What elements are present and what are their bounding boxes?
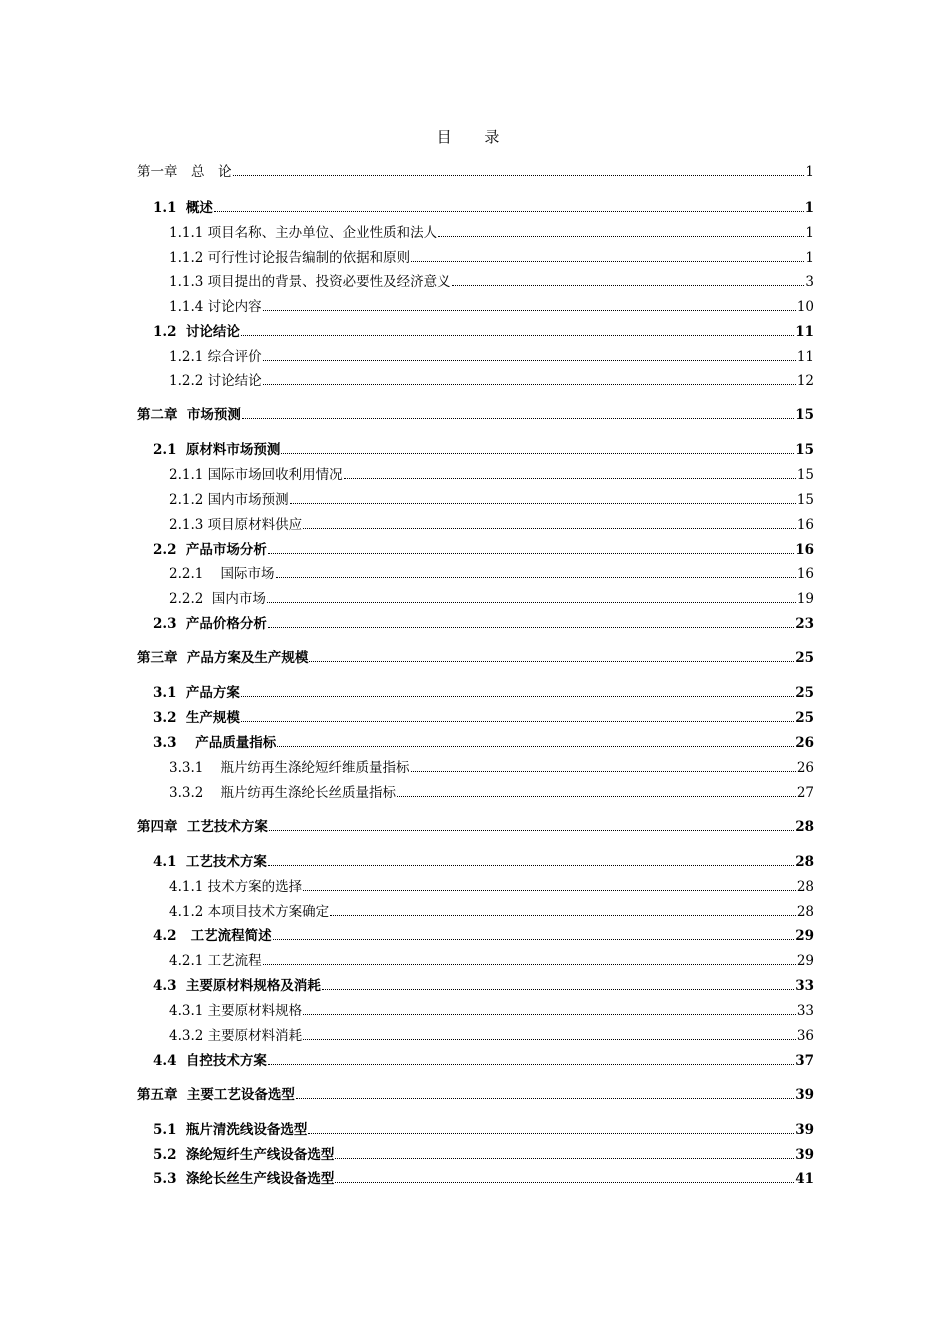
toc-entry-page-number: 15 bbox=[796, 467, 814, 483]
toc-leader-dots bbox=[233, 175, 805, 176]
toc-entry-label: 第五章 主要工艺设备选型 bbox=[137, 1087, 295, 1103]
toc-entry[interactable] bbox=[0, 488, 814, 508]
toc-entry-page-number: 29 bbox=[795, 928, 814, 944]
toc-entry-label: 5.2 涤纶短纤生产线设备选型 bbox=[153, 1147, 335, 1163]
toc-entry[interactable] bbox=[0, 538, 814, 558]
toc-entry-label: 4.3 主要原材料规格及消耗 bbox=[153, 978, 321, 994]
toc-entry[interactable] bbox=[0, 646, 814, 666]
toc-entry[interactable] bbox=[0, 295, 814, 315]
toc-entry-label: 3.3 产品质量指标 bbox=[153, 735, 277, 751]
toc-entry-page-number: 1 bbox=[804, 200, 814, 216]
toc-leader-dots bbox=[309, 661, 794, 662]
toc-entry-label: 3.3.2 瓶片纺再生涤纶长丝质量指标 bbox=[169, 785, 397, 801]
toc-entry[interactable] bbox=[0, 196, 814, 216]
toc-entry-label: 1.1.1 项目名称、主办单位、企业性质和法人 bbox=[169, 225, 438, 241]
toc-entry-page-number: 16 bbox=[796, 566, 814, 582]
toc-leader-dots bbox=[214, 211, 804, 212]
toc-entry-label: 2.2.1 国际市场 bbox=[169, 566, 275, 582]
toc-entry-page-number: 11 bbox=[796, 349, 814, 365]
toc-entry-label: 1.2.1 综合评价 bbox=[169, 349, 262, 365]
toc-entry-page-number: 39 bbox=[795, 1122, 814, 1138]
toc-entry[interactable] bbox=[0, 924, 814, 944]
toc-entry-label: 4.3.2 主要原材料消耗 bbox=[169, 1028, 303, 1044]
toc-entry-page-number: 16 bbox=[795, 542, 814, 558]
toc-entry-page-number: 23 bbox=[795, 616, 814, 632]
toc-entry-label: 5.3 涤纶长丝生产线设备选型 bbox=[153, 1171, 335, 1187]
toc-leader-dots bbox=[263, 310, 796, 311]
toc-leader-dots bbox=[296, 1098, 794, 1099]
toc-entry-page-number: 39 bbox=[795, 1147, 814, 1163]
toc-entry[interactable] bbox=[0, 681, 814, 701]
toc-leader-dots bbox=[263, 384, 796, 385]
toc-leader-dots bbox=[241, 335, 794, 336]
toc-entry-page-number: 25 bbox=[795, 650, 814, 666]
toc-entry-page-number: 29 bbox=[796, 953, 814, 969]
toc-entry-page-number: 28 bbox=[795, 819, 814, 835]
toc-leader-dots bbox=[273, 939, 795, 940]
toc-entry-page-number: 28 bbox=[796, 904, 814, 920]
toc-entry-label: 第一章 总 论 bbox=[137, 164, 232, 180]
toc-leader-dots bbox=[397, 796, 796, 797]
toc-entry[interactable] bbox=[0, 974, 814, 994]
toc-leader-dots bbox=[290, 503, 796, 504]
toc-leader-dots bbox=[344, 478, 796, 479]
toc-entry-page-number: 33 bbox=[796, 1003, 814, 1019]
toc-entry[interactable] bbox=[0, 369, 814, 389]
toc-leader-dots bbox=[263, 964, 796, 965]
toc-entry-label: 4.1.1 技术方案的选择 bbox=[169, 879, 303, 895]
toc-entry-page-number: 26 bbox=[796, 760, 814, 776]
toc-entry[interactable] bbox=[0, 463, 814, 483]
toc-entry-page-number: 16 bbox=[796, 517, 814, 533]
toc-entry-page-number: 15 bbox=[795, 407, 814, 423]
toc-entry-label: 第四章 工艺技术方案 bbox=[137, 819, 268, 835]
toc-entry[interactable] bbox=[0, 706, 814, 726]
toc-entry[interactable] bbox=[0, 815, 814, 835]
toc-entry-label: 4.3.1 主要原材料规格 bbox=[169, 1003, 303, 1019]
toc-entry-label: 第二章 市场预测 bbox=[137, 407, 241, 423]
toc-entry-page-number: 12 bbox=[796, 373, 814, 389]
toc-leader-dots bbox=[335, 1158, 794, 1159]
toc-leader-dots bbox=[303, 1039, 796, 1040]
toc-leader-dots bbox=[303, 1014, 796, 1015]
toc-entry-label: 2.2.2 国内市场 bbox=[169, 591, 266, 607]
toc-entry[interactable] bbox=[0, 160, 814, 180]
toc-entry[interactable] bbox=[0, 875, 814, 895]
toc-entry[interactable] bbox=[0, 1167, 814, 1187]
toc-entry[interactable] bbox=[0, 999, 814, 1019]
toc-entry-label: 1.2.2 讨论结论 bbox=[169, 373, 262, 389]
toc-leader-dots bbox=[263, 360, 796, 361]
toc-entry-page-number: 25 bbox=[795, 710, 814, 726]
toc-entry[interactable] bbox=[0, 1083, 814, 1103]
toc-entry-page-number: 19 bbox=[796, 591, 814, 607]
toc-leader-dots bbox=[308, 1133, 794, 1134]
toc-entry[interactable] bbox=[0, 403, 814, 423]
toc-entry-label: 2.3 产品价格分析 bbox=[153, 616, 267, 632]
toc-leader-dots bbox=[281, 453, 794, 454]
toc-entry[interactable] bbox=[0, 513, 814, 533]
toc-leader-dots bbox=[411, 261, 804, 262]
toc-leader-dots bbox=[452, 285, 805, 286]
toc-entry-label: 2.1.1 国际市场回收利用情况 bbox=[169, 467, 343, 483]
toc-entry-page-number: 1 bbox=[805, 250, 814, 266]
toc-entry-label: 3.3.1 瓶片纺再生涤纶短纤维质量指标 bbox=[169, 760, 410, 776]
toc-entry[interactable] bbox=[0, 612, 814, 632]
toc-entry[interactable] bbox=[0, 438, 814, 458]
toc-leader-dots bbox=[241, 721, 794, 722]
toc-leader-dots bbox=[276, 577, 796, 578]
toc-leader-dots bbox=[269, 830, 794, 831]
toc-entry-page-number: 25 bbox=[795, 685, 814, 701]
toc-entry-page-number: 28 bbox=[795, 854, 814, 870]
toc-entry[interactable] bbox=[0, 949, 814, 969]
toc-entry-label: 1.1 概述 bbox=[153, 200, 213, 216]
toc-entry-page-number: 1 bbox=[805, 164, 814, 180]
toc-entry-label: 1.1.2 可行性讨论报告编制的依据和原则 bbox=[169, 250, 411, 266]
toc-entry[interactable] bbox=[0, 270, 814, 290]
toc-leader-dots bbox=[335, 1182, 794, 1183]
toc-entry-label: 1.1.3 项目提出的背景、投资必要性及经济意义 bbox=[169, 274, 451, 290]
toc-leader-dots bbox=[330, 915, 796, 916]
toc-entry[interactable] bbox=[0, 900, 814, 920]
toc-entry-label: 4.1 工艺技术方案 bbox=[153, 854, 267, 870]
toc-title: 目 录 bbox=[436, 128, 514, 146]
toc-entry-label: 3.1 产品方案 bbox=[153, 685, 240, 701]
toc-entry[interactable] bbox=[0, 756, 814, 776]
toc-entry-page-number: 27 bbox=[796, 785, 814, 801]
toc-entry[interactable] bbox=[0, 1143, 814, 1163]
toc-entry-label: 4.1.2 本项目技术方案确定 bbox=[169, 904, 330, 920]
toc-leader-dots bbox=[268, 865, 794, 866]
toc-entry-label: 2.1.2 国内市场预测 bbox=[169, 492, 289, 508]
toc-leader-dots bbox=[411, 771, 796, 772]
toc-entry[interactable] bbox=[0, 781, 814, 801]
toc-entry-page-number: 15 bbox=[796, 492, 814, 508]
toc-entry-page-number: 11 bbox=[795, 324, 814, 340]
toc-leader-dots bbox=[242, 418, 794, 419]
toc-entry[interactable] bbox=[0, 1118, 814, 1138]
toc-entry-label: 4.2 工艺流程简述 bbox=[153, 928, 272, 944]
toc-leader-dots bbox=[268, 1064, 794, 1065]
toc-entry-label: 2.1 原材料市场预测 bbox=[153, 442, 281, 458]
toc-entry-page-number: 41 bbox=[795, 1171, 814, 1187]
toc-leader-dots bbox=[438, 236, 804, 237]
toc-leader-dots bbox=[303, 890, 796, 891]
toc-entry[interactable] bbox=[0, 1024, 814, 1044]
toc-entry-page-number: 15 bbox=[795, 442, 814, 458]
toc-entry[interactable] bbox=[0, 320, 814, 340]
toc-entry[interactable] bbox=[0, 246, 814, 266]
toc-entry[interactable] bbox=[0, 221, 814, 241]
toc-leader-dots bbox=[322, 989, 794, 990]
toc-entry-label: 第三章 产品方案及生产规模 bbox=[137, 650, 309, 666]
toc-entry-label: 1.1.4 讨论内容 bbox=[169, 299, 262, 315]
toc-entry-label: 4.4 自控技术方案 bbox=[153, 1053, 267, 1069]
toc-entry[interactable] bbox=[0, 587, 814, 607]
toc-entry[interactable] bbox=[0, 562, 814, 582]
toc-entry-page-number: 3 bbox=[805, 274, 814, 290]
toc-entry-page-number: 37 bbox=[795, 1053, 814, 1069]
toc-entry-label: 4.2.1 工艺流程 bbox=[169, 953, 262, 969]
toc-entry[interactable] bbox=[0, 345, 814, 365]
toc-entry[interactable] bbox=[0, 1049, 814, 1069]
toc-leader-dots bbox=[268, 627, 794, 628]
toc-entry[interactable] bbox=[0, 850, 814, 870]
toc-leader-dots bbox=[303, 528, 796, 529]
toc-entry-page-number: 33 bbox=[795, 978, 814, 994]
toc-entry-label: 2.2 产品市场分析 bbox=[153, 542, 267, 558]
toc-leader-dots bbox=[268, 553, 794, 554]
toc-leader-dots bbox=[267, 602, 796, 603]
toc-entry-page-number: 39 bbox=[795, 1087, 814, 1103]
toc-entry-page-number: 36 bbox=[796, 1028, 814, 1044]
toc-entry[interactable] bbox=[0, 731, 814, 751]
toc-entry-label: 3.2 生产规模 bbox=[153, 710, 240, 726]
toc-leader-dots bbox=[277, 746, 794, 747]
toc-entry-label: 2.1.3 项目原材料供应 bbox=[169, 517, 303, 533]
toc-entry-page-number: 1 bbox=[805, 225, 814, 241]
toc-entry-page-number: 10 bbox=[796, 299, 814, 315]
toc-leader-dots bbox=[241, 696, 794, 697]
toc-entry-label: 1.2 讨论结论 bbox=[153, 324, 240, 340]
toc-entry-page-number: 28 bbox=[796, 879, 814, 895]
toc-entry-page-number: 26 bbox=[795, 735, 814, 751]
toc-entry-label: 5.1 瓶片清洗线设备选型 bbox=[153, 1122, 308, 1138]
